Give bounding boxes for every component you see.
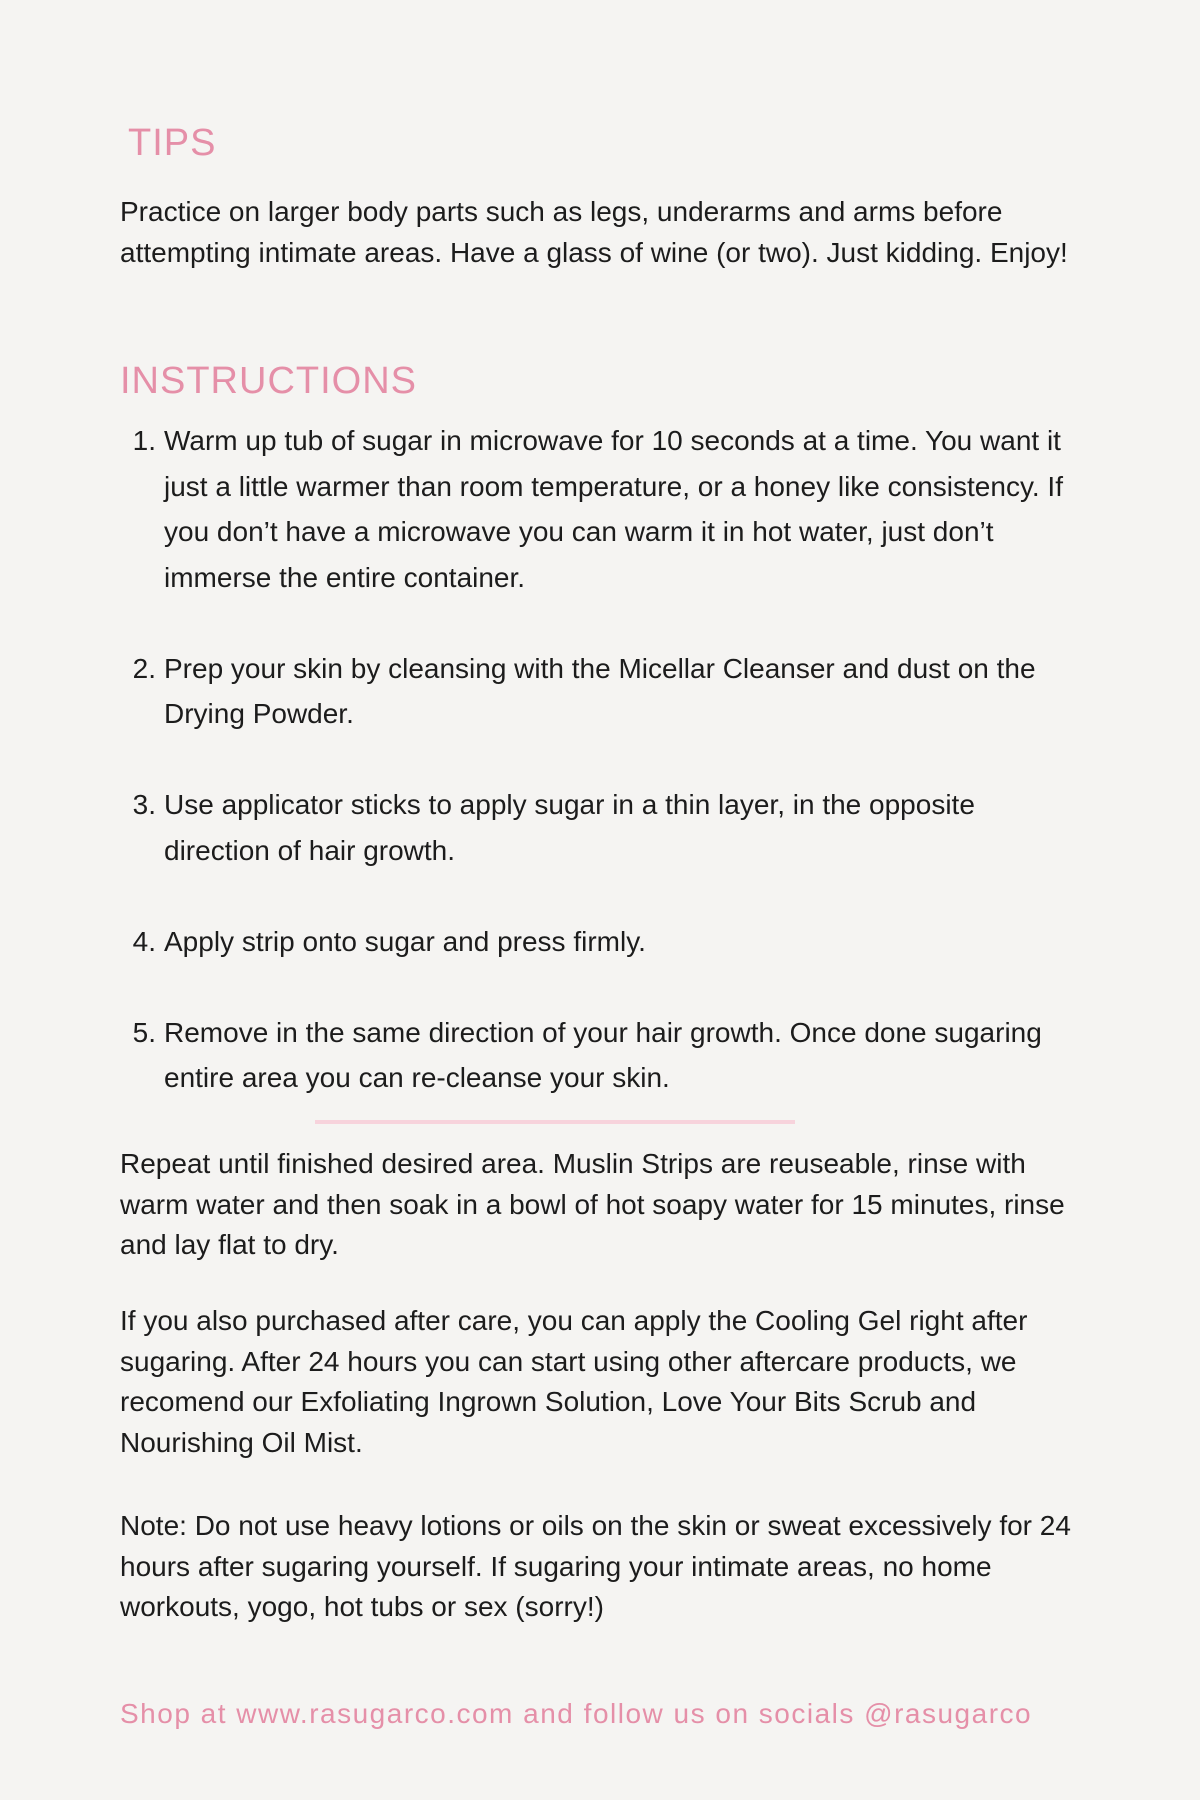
step-text: Prep your skin by cleansing with the Micellar Cleanser and dust on the Drying Powder. bbox=[164, 652, 1036, 729]
instruction-step bbox=[120, 418, 1080, 600]
instruction-step bbox=[120, 782, 1080, 873]
tips-text: Practice on larger body parts such as legs, underarms and arms before attempting intimate areas. Have a glass of wine (or two). Just kidding. Enjoy! bbox=[120, 196, 1068, 268]
step-text: Warm up tub of sugar in microwave for 10 seconds at a time. You want it just a little warmer than room temperature, or a honey like consistency. If you don’t have a microwave you can warm it in hot water, just don’t immerse the entire container. bbox=[164, 425, 1063, 593]
repeat-text: Repeat until finished desired area. Muslin Strips are reuseable, rinse with warm water and then soak in a bowl of hot soapy water for 15 minutes, rinse and lay flat to dry. bbox=[120, 1148, 1065, 1260]
instruction-step bbox=[120, 646, 1080, 737]
step-number: 3. bbox=[132, 789, 156, 820]
instruction-step bbox=[120, 1010, 1080, 1101]
step-text: Apply strip onto sugar and press firmly. bbox=[164, 925, 646, 957]
step-number: 5. bbox=[132, 1016, 156, 1048]
instructions-list bbox=[120, 418, 1080, 1146]
step-number: 4. bbox=[132, 925, 156, 957]
tips-heading: TIPS bbox=[128, 122, 217, 164]
step-number: 2. bbox=[132, 652, 156, 684]
step-text: Use applicator sticks to apply sugar in a thin layer, in the opposite direction of hair growth. bbox=[164, 789, 975, 866]
instruction-step bbox=[120, 919, 1080, 965]
aftercare-text: If you also purchased after care, you can apply the Cooling Gel right after sugaring. After 24 hours you can start using other aftercare products, we recomend our Exfoliating Ingrown Solution, Love Your Bits Scrub and Nourishing Oil Mist. bbox=[120, 1305, 1028, 1458]
section-divider bbox=[315, 1120, 795, 1124]
instructions-heading: INSTRUCTIONS bbox=[120, 360, 417, 402]
step-number: 1. bbox=[132, 425, 156, 456]
note-text: Note: Do not use heavy lotions or oils on the skin or sweat excessively for 24 hours after sugaring yourself. If sugaring your intimate areas, no home workouts, yogo, hot tubs or sex (sorry!) bbox=[120, 1510, 1071, 1622]
footer-shop-text: Shop at www.rasugarco.com and follow us on socials @rasugarco bbox=[120, 1698, 1033, 1729]
step-text: Remove in the same direction of your hair growth. Once done sugaring entire area you can re-cleanse your skin. bbox=[164, 1016, 1042, 1093]
